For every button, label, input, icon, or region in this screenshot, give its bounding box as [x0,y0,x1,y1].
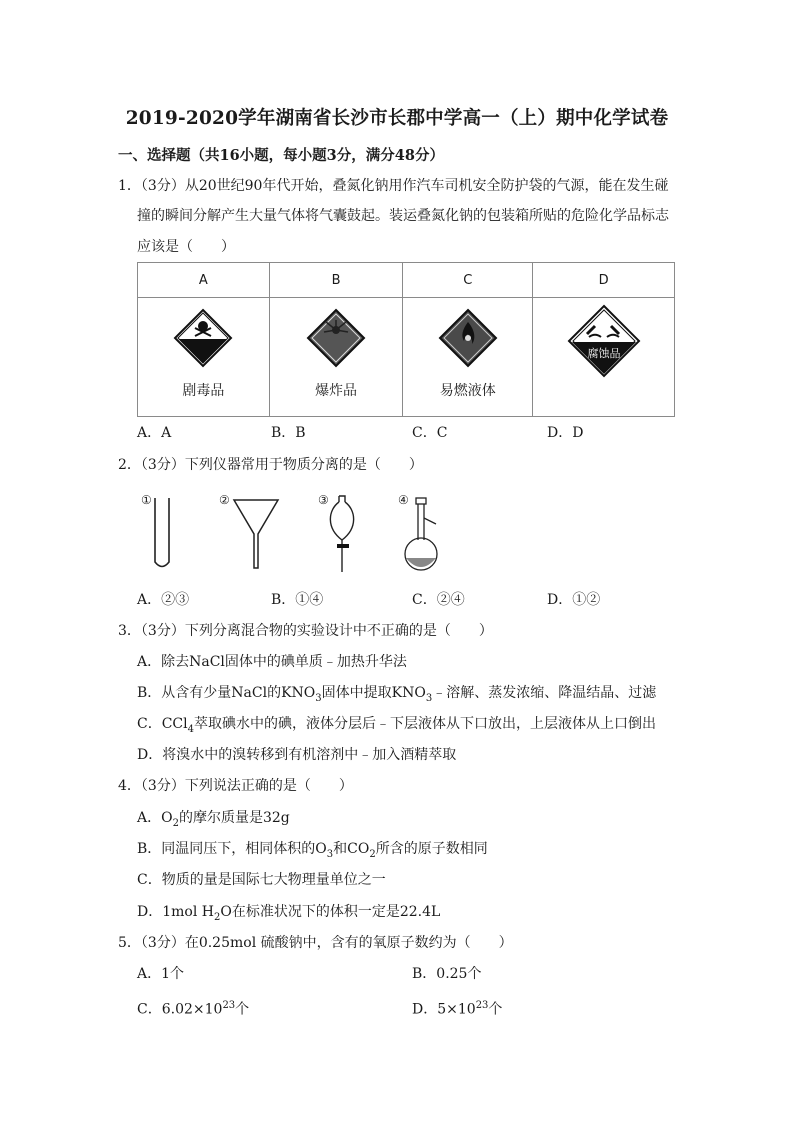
section-heading: 一、选择题（共16小题，每小题3分，满分48分） [118,147,444,164]
q1-stem-line2: 撞的瞬间分解产生大量气体将气囊鼓起。装运叠氮化钠的包装箱所贴的危险化学品标志 [137,208,669,224]
q1-option-c: C．C [412,425,448,441]
q4-option-a: A．$O_2$的摩尔质量是32g [137,810,290,829]
q4-option-b: B．同温同压下，相同体积的$O_3$和$CO_2$所含的原子数相同 [137,841,488,860]
q2-option-c: C．②④ [412,592,465,608]
corrosive-sign-text: 腐蚀品 [587,347,621,360]
sign-label-a: 剧毒品 [182,383,225,399]
sign-cell-c [403,298,533,417]
separatory-funnel-icon [322,494,362,574]
q5-option-b: B．0.25个 [412,966,482,982]
q1-option-b: B．B [271,425,306,441]
q3-option-d: D．将溴水中的溴转移到有机溶剂中﹣加入酒精萃取 [137,747,457,763]
q1-stem-line1: 1．（3分）从20世纪90年代开始，叠氮化钠用作汽车司机安全防护袋的气源，能在发生碰 [118,178,669,194]
q5-option-c: C．$6.02\times 10^{23}$个 [137,1000,250,1018]
instrument-number-2: ② [219,493,230,507]
q5-stem: 5．（3分）在0.25mol 硫酸钠中，含有的氧原子数约为（ ） [118,935,513,951]
table-header-b: B [269,263,403,298]
q3-option-c: C．CCl$_4$萃取碘水中的碘，液体分层后﹣下层液体从下口放出，上层液体从上口倒出 [137,716,656,735]
corrosive-sign-icon [567,304,641,378]
q2-option-a: A．②③ [137,592,190,608]
sign-cell-b [269,298,403,417]
q3-option-a: A．除去NaCl固体中的碘单质﹣加热升华法 [137,654,407,670]
sign-cell-d [533,298,675,417]
q2-option-d: D．①② [547,592,601,608]
instrument-number-3: ③ [318,493,329,507]
q2-option-b: B．①④ [271,592,324,608]
q4-stem: 4．（3分）下列说法正确的是（ ） [118,778,353,794]
explosive-sign-icon [306,308,366,368]
sign-cell-a [138,298,270,417]
q1-option-d: D．D [547,425,584,441]
table-header-c: C [403,263,533,298]
q4-option-c: C．物质的量是国际七大物理量单位之一 [137,872,386,888]
q3-option-b: B．从含有少量NaCl的$KNO_3$固体中提取$KNO_3﹣$溶解、蒸发浓缩、降温结晶、过滤 [137,685,657,704]
toxic-sign-icon [173,308,233,368]
hazard-sign-table [137,262,675,417]
test-tube-icon [150,496,174,572]
table-header-a: A [138,263,270,298]
q5-option-a: A．1个 [137,966,185,982]
funnel-icon [232,496,280,572]
q1-option-a: A．A [137,425,172,441]
q4-option-d: D．1mol $H_2O$在标准状况下的体积一定是22.4L [137,904,441,923]
flammable-liquid-sign-icon [438,308,498,368]
instrument-number-4: ④ [398,493,409,507]
sign-label-b: 爆炸品 [315,383,358,399]
table-header-d: D [533,263,675,298]
q1-stem-line3: 应该是（ ） [137,239,235,255]
q5-option-d: D．$5\times 10^{23}$个 [412,1000,503,1018]
q3-stem: 3．（3分）下列分离混合物的实验设计中不正确的是（ ） [118,623,493,639]
distillation-flask-icon [400,494,446,574]
q2-stem: 2．（3分）下列仪器常用于物质分离的是（ ） [118,457,423,473]
instrument-number-1: ① [141,493,152,507]
sign-label-c: 易燃液体 [439,383,496,399]
page-title: 2019-2020学年湖南省长沙市长郡中学高一（上）期中化学试卷 [125,108,669,129]
